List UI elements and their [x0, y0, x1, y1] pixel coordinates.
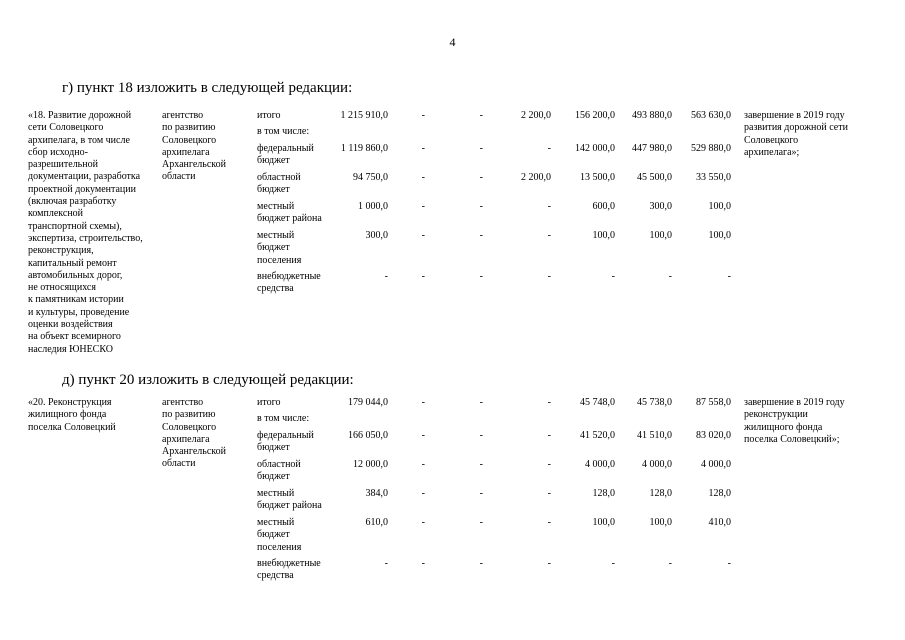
funding-value: 447 980,0	[632, 143, 672, 154]
funding-value: -	[421, 201, 425, 212]
funding-value: -	[479, 201, 483, 212]
funding-value: 100,0	[592, 517, 615, 528]
responsible-agency: агентство по развитию Соловецкого архипелага Архангельской области	[162, 110, 226, 183]
funding-source-label: в том числе:	[257, 126, 310, 137]
funding-value: 1 215 910,0	[340, 110, 388, 121]
funding-value: 94 750,0	[353, 172, 388, 183]
funding-value: 128,0	[592, 488, 615, 499]
funding-value: -	[421, 430, 425, 441]
funding-value: -	[479, 397, 483, 408]
funding-value: -	[547, 230, 551, 241]
funding-value: -	[727, 558, 731, 569]
page-number: 4	[449, 35, 456, 49]
funding-value: 45 738,0	[637, 397, 672, 408]
funding-value: 83 020,0	[696, 430, 731, 441]
funding-value: 41 510,0	[637, 430, 672, 441]
responsible-agency: агентство по развитию Соловецкого архипелага Архангельской области	[162, 397, 226, 470]
funding-source-label: федеральный бюджет	[257, 143, 314, 167]
section-heading-item-18: г) пункт 18 изложить в следующей редакции:	[62, 80, 353, 96]
funding-value: -	[421, 172, 425, 183]
funding-value: 100,0	[592, 230, 615, 241]
funding-value: -	[479, 558, 483, 569]
funding-value: 156 200,0	[575, 110, 615, 121]
funding-value: 610,0	[365, 517, 388, 528]
funding-value: -	[727, 271, 731, 282]
funding-value: 600,0	[592, 201, 615, 212]
funding-value: -	[421, 517, 425, 528]
funding-value: 45 500,0	[637, 172, 672, 183]
funding-value: -	[479, 488, 483, 499]
funding-source-label: итого	[257, 110, 281, 121]
funding-value: -	[547, 517, 551, 528]
funding-value: -	[668, 558, 672, 569]
funding-value: 13 500,0	[580, 172, 615, 183]
funding-value: -	[611, 271, 615, 282]
funding-value: 493 880,0	[632, 110, 672, 121]
funding-value: 166 050,0	[348, 430, 388, 441]
funding-value: -	[611, 558, 615, 569]
funding-value: 100,0	[649, 517, 672, 528]
funding-value: 1 000,0	[358, 201, 388, 212]
funding-value: -	[547, 488, 551, 499]
funding-value: -	[547, 271, 551, 282]
funding-value: -	[547, 397, 551, 408]
funding-value: -	[547, 143, 551, 154]
funding-value: 300,0	[365, 230, 388, 241]
funding-value: 384,0	[365, 488, 388, 499]
item-name: «20. Реконструкция жилищного фонда поселка Соловецкий	[28, 397, 116, 433]
funding-value: -	[421, 230, 425, 241]
funding-value: -	[421, 459, 425, 470]
funding-value: -	[479, 459, 483, 470]
funding-value: 100,0	[649, 230, 672, 241]
funding-source-label: местный бюджет поселения	[257, 230, 302, 266]
funding-value: -	[668, 271, 672, 282]
funding-value: 100,0	[708, 230, 731, 241]
funding-value: -	[421, 110, 425, 121]
funding-source-label: итого	[257, 397, 281, 408]
funding-value: 142 000,0	[575, 143, 615, 154]
item-name: «18. Развитие дорожной сети Соловецкого архипелага, в том числе сбор исходно- разрешительной документации, разработка проектной документации (включая разработку комплексной транспортной схемы), экспертиза, строительство, реконструкция, капитальный ремонт автомобильных дорог, не относящихся к памятникам истории и культуры, проведение оценки воздействия на объект всемирного наследия ЮНЕСКО	[28, 110, 143, 355]
funding-value: 128,0	[649, 488, 672, 499]
funding-value: 410,0	[708, 517, 731, 528]
funding-value: 128,0	[708, 488, 731, 499]
funding-value: -	[479, 430, 483, 441]
funding-value: -	[547, 459, 551, 470]
funding-source-label: в том числе:	[257, 413, 310, 424]
funding-value: 4 000,0	[701, 459, 731, 470]
funding-source-label: федеральный бюджет	[257, 430, 314, 454]
funding-source-label: местный бюджет района	[257, 488, 322, 512]
funding-source-label: местный бюджет района	[257, 201, 322, 225]
funding-value: 300,0	[649, 201, 672, 212]
funding-value: 4 000,0	[585, 459, 615, 470]
section-heading-item-20: д) пункт 20 изложить в следующей редакции:	[62, 372, 354, 388]
funding-value: 179 044,0	[348, 397, 388, 408]
funding-value: 2 200,0	[521, 172, 551, 183]
funding-value: 4 000,0	[642, 459, 672, 470]
expected-result: завершение в 2019 году развития дорожной сети Соловецкого архипелага»;	[744, 110, 848, 158]
funding-value: -	[421, 397, 425, 408]
funding-value: -	[479, 110, 483, 121]
funding-value: -	[421, 271, 425, 282]
funding-value: -	[421, 558, 425, 569]
funding-value: -	[547, 430, 551, 441]
funding-value: 45 748,0	[580, 397, 615, 408]
funding-value: 529 880,0	[691, 143, 731, 154]
funding-value: -	[384, 271, 388, 282]
funding-value: 87 558,0	[696, 397, 731, 408]
expected-result: завершение в 2019 году реконструкции жилищного фонда поселка Соловецкий»;	[744, 397, 845, 445]
funding-source-label: областной бюджет	[257, 172, 301, 196]
funding-source-label: местный бюджет поселения	[257, 517, 302, 553]
funding-value: 100,0	[708, 201, 731, 212]
funding-value: 12 000,0	[353, 459, 388, 470]
funding-value: 563 630,0	[691, 110, 731, 121]
funding-value: 33 550,0	[696, 172, 731, 183]
funding-value: -	[421, 488, 425, 499]
funding-value: -	[547, 201, 551, 212]
funding-value: -	[421, 143, 425, 154]
funding-source-label: областной бюджет	[257, 459, 301, 483]
funding-value: -	[479, 172, 483, 183]
funding-value: 41 520,0	[580, 430, 615, 441]
funding-value: -	[384, 558, 388, 569]
funding-value: -	[479, 230, 483, 241]
funding-value: -	[547, 558, 551, 569]
funding-value: -	[479, 517, 483, 528]
funding-source-label: внебюджетные средства	[257, 271, 321, 295]
funding-value: -	[479, 143, 483, 154]
funding-value: 1 119 860,0	[340, 143, 388, 154]
funding-value: 2 200,0	[521, 110, 551, 121]
funding-value: -	[479, 271, 483, 282]
funding-source-label: внебюджетные средства	[257, 558, 321, 582]
